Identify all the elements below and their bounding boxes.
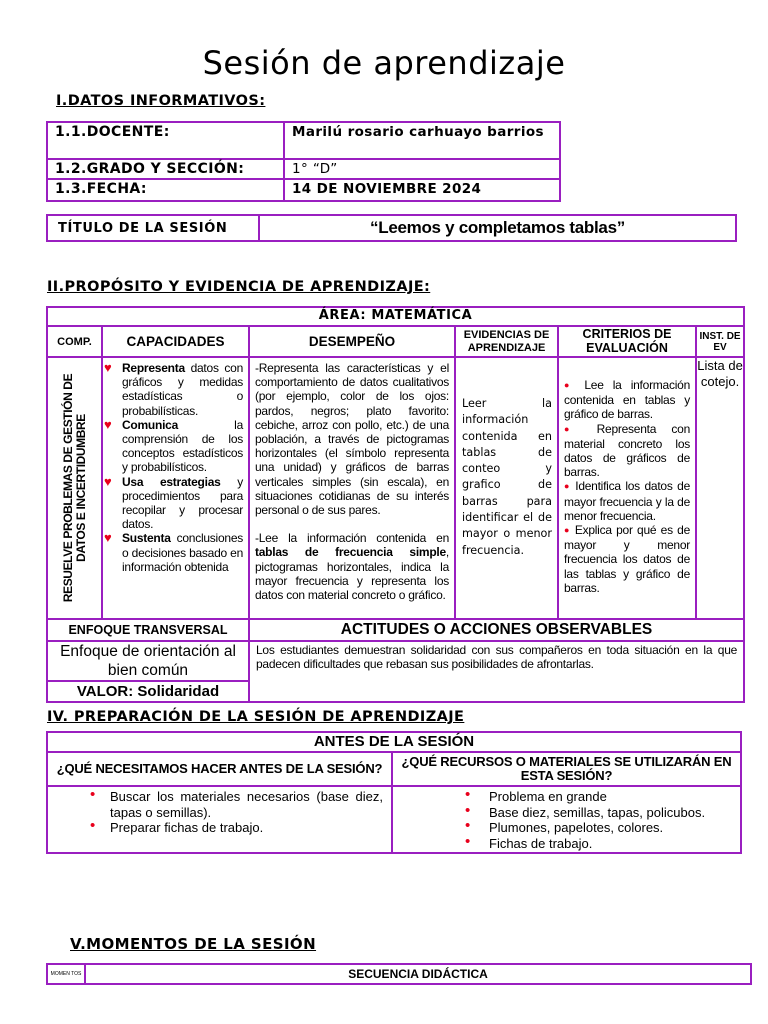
table-row	[47, 307, 744, 326]
list-item: • Fichas de trabajo.	[465, 832, 593, 851]
bullet-icon: •	[465, 832, 471, 850]
valor-value: VALOR: Solidaridad	[47, 681, 249, 702]
fecha-value: 14 DE NOVIEMBRE 2024	[284, 179, 560, 201]
actitudes-value: Los estudiantes demuestran solidaridad con sus compañeros en toda situación en la que padecen dificultades que rebasan sus posibilidades de afrontarlas.	[249, 641, 744, 702]
antes-sesion-label: ANTES DE LA SESIÓN	[47, 732, 741, 752]
table-row	[47, 357, 744, 619]
section-heading-preparacion: IV. PREPARACIÓN DE LA SESIÓN DE APRENDIZAJE	[47, 709, 465, 725]
section-heading-momentos: V.MOMENTOS DE LA SESIÓN	[70, 935, 317, 953]
preparacion-table	[46, 731, 742, 854]
list-item: • Problema en grande	[465, 786, 607, 804]
bullet-icon: •	[465, 801, 471, 819]
enfoque-header: ENFOQUE TRANSVERSAL	[47, 619, 249, 641]
capacidad-item: ♥ Sustenta conclusiones o decisiones basado en información obtenida	[104, 530, 243, 574]
desempeno-p2: -Lee la información contenida en tablas de frecuencia simple, pictogramas horizontales, indica la mayor frecuencia y representa los datos con material concreto o gráfico.	[255, 531, 449, 603]
datos-table	[46, 121, 561, 202]
table-row	[47, 964, 751, 984]
table-row	[47, 641, 744, 681]
header-criterios: CRITERIOS DE EVALUACIÓN	[558, 326, 696, 357]
table-row	[47, 786, 741, 853]
heart-bullet-icon: ♥	[104, 473, 112, 489]
table-row	[47, 326, 744, 357]
evidencias-cell: Leer la información contenida en tablas de conteo y grafico de barras para identificar el de mayor o menor frecuencia.	[455, 357, 558, 619]
heart-bullet-icon: ♥	[104, 416, 112, 432]
col2-cell	[392, 786, 741, 853]
header-comp: COMP.	[47, 326, 102, 357]
header-inst: INST. DE EV	[696, 326, 744, 357]
list-item: • Plumones, papelotes, colores.	[465, 817, 664, 835]
competencia-cell	[47, 357, 102, 619]
docente-value: Marilú rosario carhuayo barrios	[284, 122, 560, 159]
table-row	[47, 732, 741, 752]
actitudes-header: ACTITUDES O ACCIONES OBSERVABLES	[249, 619, 744, 641]
header-desempeno: DESEMPEÑO	[249, 326, 455, 357]
secuencia-label: SECUENCIA DIDÁCTICA	[85, 964, 751, 984]
bullet-icon: •	[90, 786, 96, 803]
section-heading-proposito: II.PROPÓSITO Y EVIDENCIA DE APRENDIZAJE:	[47, 279, 431, 295]
bullet-icon: ●	[564, 481, 571, 492]
col1-header: ¿QUÉ NECESITAMOS HACER ANTES DE LA SESIÓN?	[47, 752, 392, 786]
docente-label: 1.1.DOCENTE:	[47, 122, 284, 159]
grado-label: 1.2.GRADO Y SECCIÓN:	[47, 159, 284, 179]
table-row	[47, 752, 741, 786]
table-row	[47, 179, 560, 201]
fecha-label: 1.3.FECHA:	[47, 179, 284, 201]
table-row	[47, 159, 560, 179]
header-capacidades: CAPACIDADES	[102, 326, 249, 357]
momentos-label: MOMEN TOS	[47, 964, 85, 984]
bullet-icon: ●	[564, 380, 576, 390]
session-title-table	[46, 214, 737, 242]
enfoque-value: Enfoque de orientación al bien común	[47, 641, 249, 681]
table-row	[47, 215, 736, 241]
criterios-cell	[558, 357, 696, 619]
col1-cell	[47, 786, 392, 853]
section-heading-datos: I.DATOS INFORMATIVOS:	[56, 93, 266, 109]
criterio-item: ● Identifica los datos de mayor frecuencia y la de menor frecuencia.	[564, 479, 690, 523]
heart-bullet-icon: ♥	[104, 530, 112, 546]
header-evidencias: EVIDENCIAS DE APRENDIZAJE	[455, 326, 558, 357]
bullet-icon: ●	[564, 525, 571, 536]
capacidades-cell	[102, 357, 249, 619]
list-item: • Base diez, semillas, tapas, policubos.	[465, 801, 706, 820]
criterio-item: ● Representa con material concreto los datos de gráficos de barras.	[564, 421, 690, 480]
desempeno-p1: -Representa las características y el comportamiento de datos cualitativos (por ejemplo, color de los ojos: pardos, negros; plato favorito: cebiche, arroz con pollo, etc.) de una población, a través de pictogramas horizontales (el símbolo representa una unidad) y gráficos de barras verticales simples (sin escala), en situaciones cotidianas de su interés personal o de sus pares.	[255, 361, 449, 518]
bullet-icon: •	[90, 817, 96, 834]
session-title-value: “Leemos y completamos tablas”	[259, 215, 736, 241]
proposito-table	[46, 306, 745, 703]
competencia-text: RESUELVE PROBLEMAS DE GESTIÓN DE DATOS E INCERTIDUMBRE	[60, 373, 88, 603]
capacidad-item: ♥ Representa datos con gráficos y medidas estadísticas o probabilísticas.	[104, 360, 243, 418]
capacidad-item: ♥ Comunica la comprensión de los conceptos estadísticos y probabilísticos.	[104, 416, 243, 475]
instrumento-cell: Lista de cotejo.	[696, 357, 744, 619]
desempeno-cell	[249, 357, 455, 619]
momentos-table	[46, 963, 752, 985]
criterio-item: ● Explica por qué es de mayor y menor frecuencia los datos de las tablas y gráfico de barras.	[564, 523, 691, 595]
capacidad-item: ♥ Usa estrategias y procedimientos para recopilar y procesar datos.	[104, 473, 243, 532]
table-row	[47, 122, 560, 159]
table-row	[47, 619, 744, 641]
bullet-icon: •	[465, 786, 471, 803]
list-item: • Preparar fichas de trabajo.	[90, 817, 264, 835]
grado-value: 1° “D”	[284, 159, 560, 179]
col2-header: ¿QUÉ RECURSOS O MATERIALES SE UTILIZARÁN EN ESTA SESIÓN?	[392, 752, 741, 786]
page-title: Sesión de aprendizaje	[202, 44, 566, 82]
list-item: • Buscar los materiales necesarios (base diez, tapas o semillas).	[90, 786, 383, 820]
session-title-label: TÍTULO DE LA SESIÓN	[47, 215, 259, 241]
bullet-icon: ●	[564, 423, 582, 434]
bullet-icon: •	[465, 817, 471, 834]
heart-bullet-icon: ♥	[104, 360, 112, 375]
criterio-item: ● Lee la información contenida en tablas y gráfico de barras.	[564, 378, 690, 422]
area-label: ÁREA: MATEMÁTICA	[47, 307, 744, 326]
